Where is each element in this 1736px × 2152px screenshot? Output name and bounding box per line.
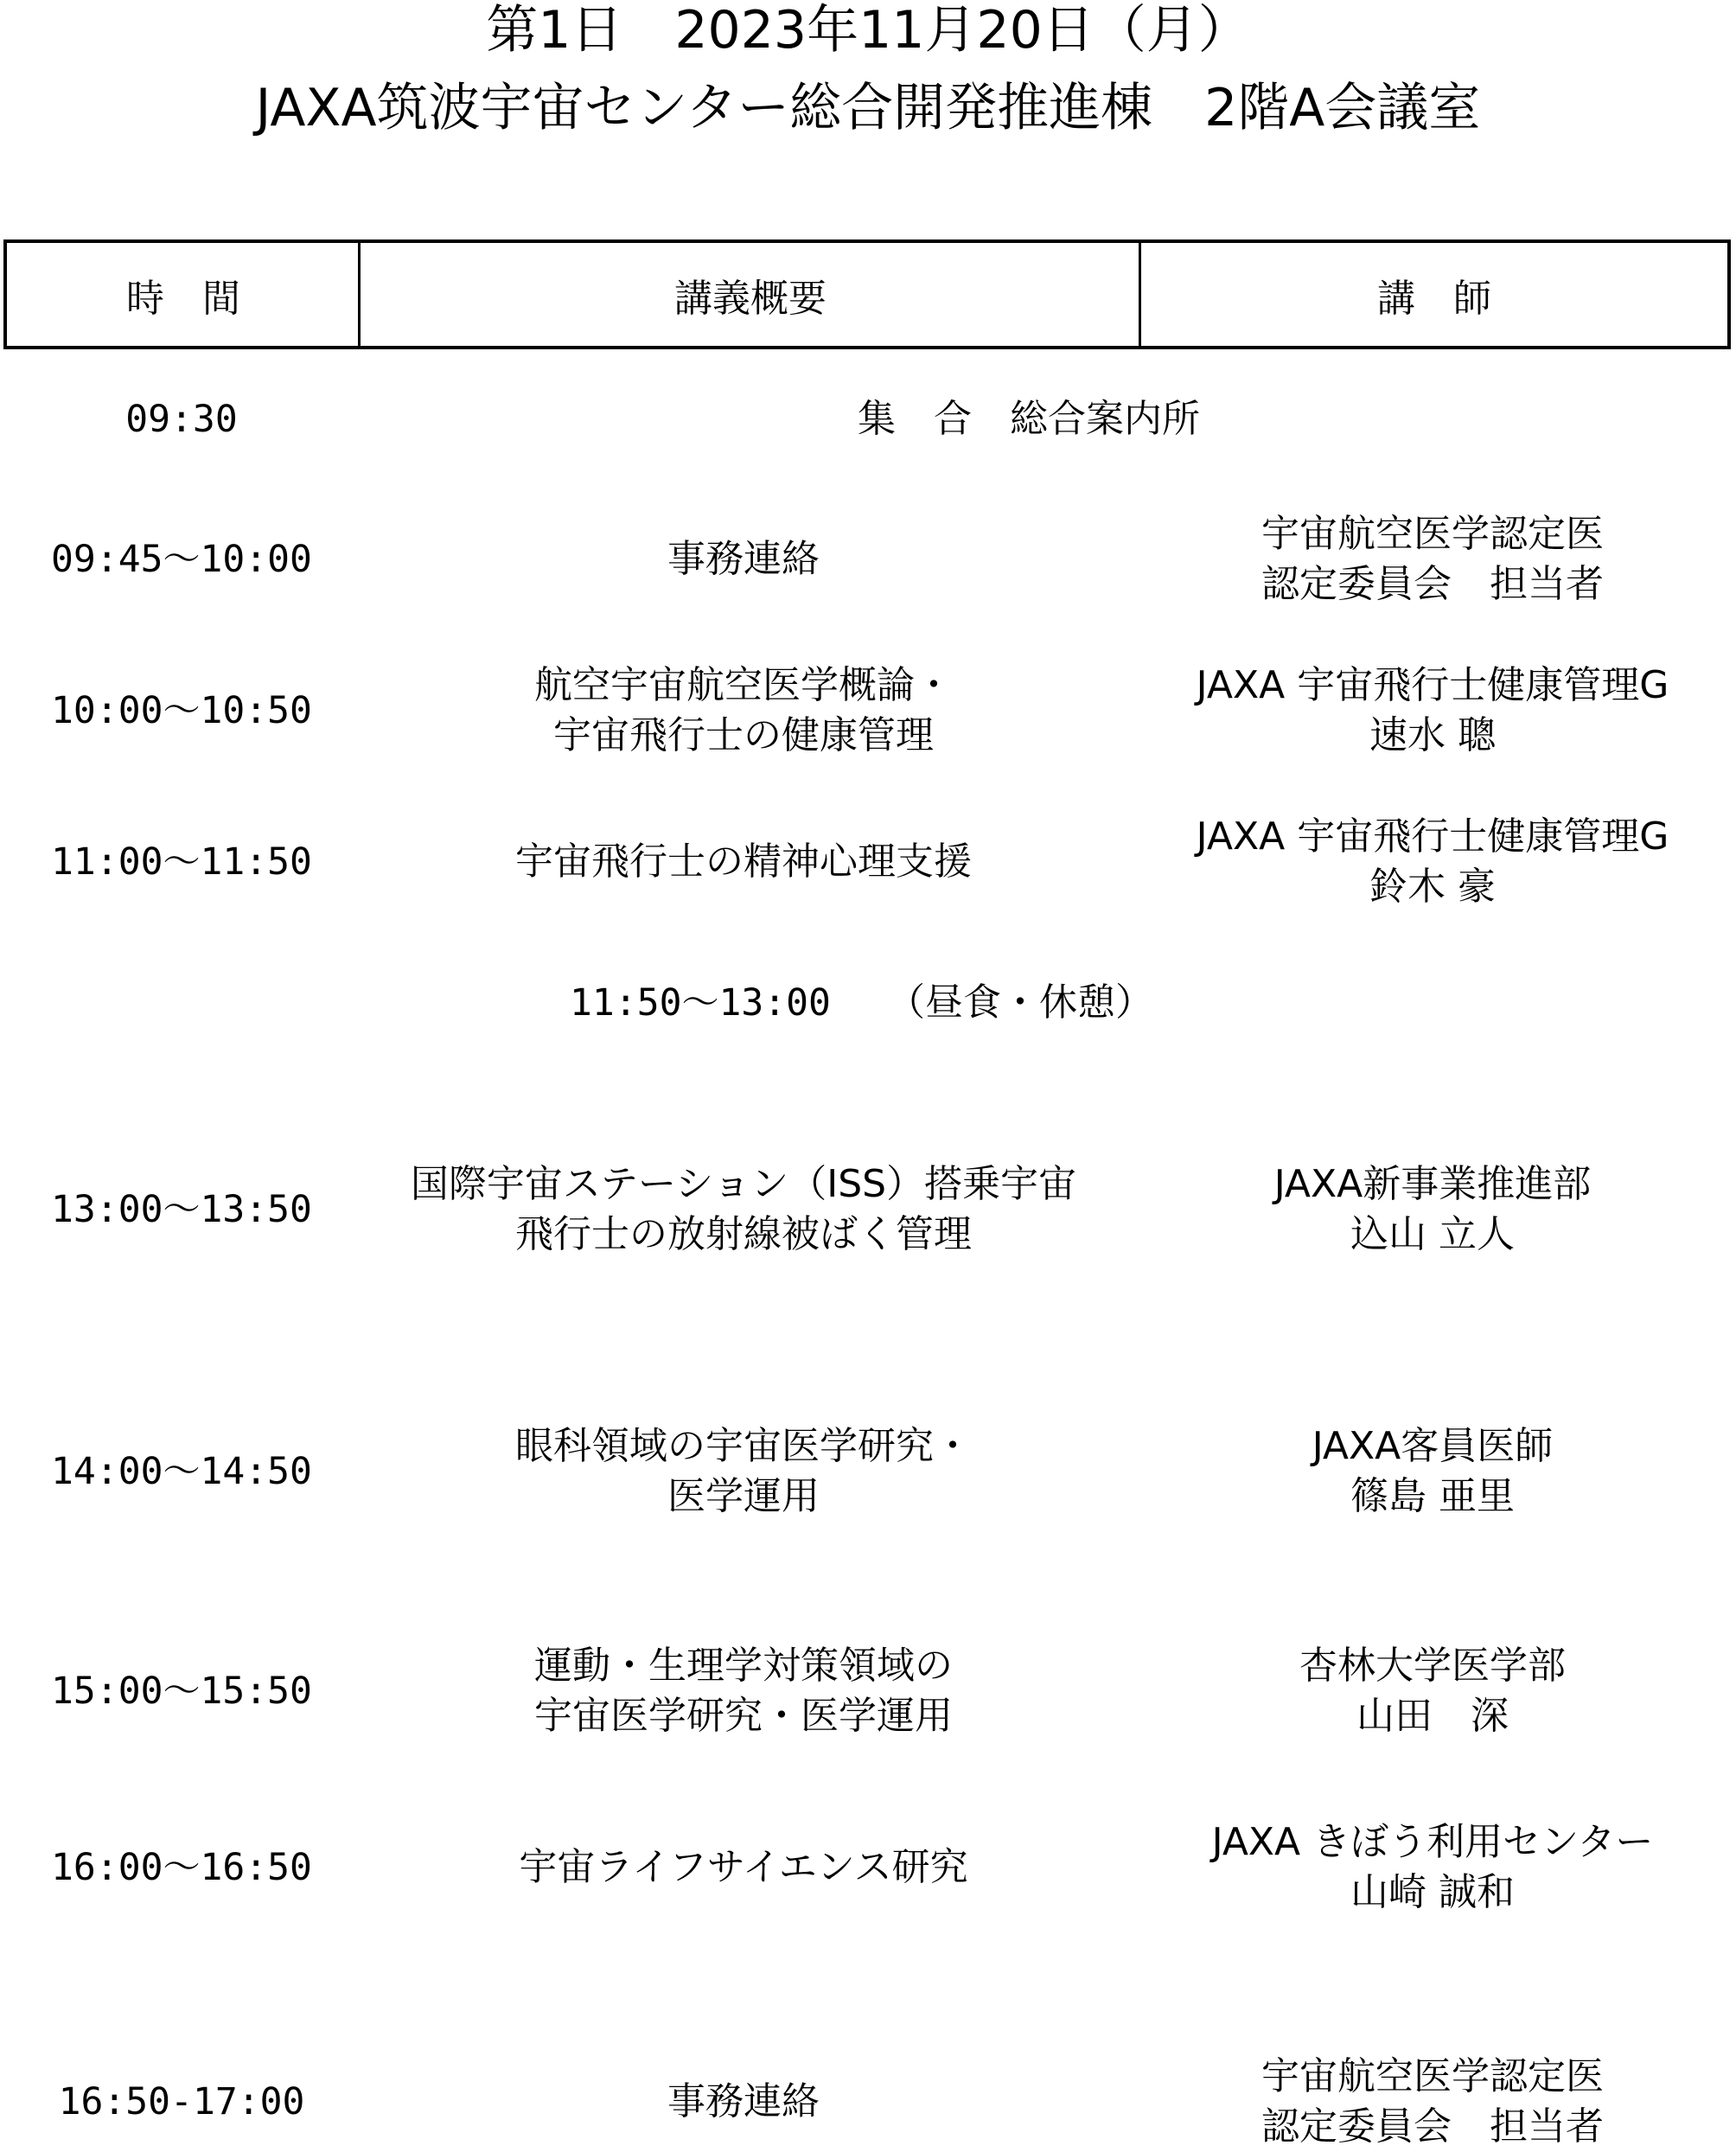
session-lecturer	[1134, 661, 1731, 761]
column-header-topic: 講義概要	[674, 276, 827, 321]
session-topic	[354, 2077, 1133, 2127]
lecturer-name: 込山 立人	[1350, 1212, 1515, 1256]
lecturer-affiliation: 杏林大学医学部	[1299, 1644, 1566, 1688]
lecturer-name: 山田 深	[1356, 1694, 1509, 1738]
session-time: 10:00～10:50	[51, 689, 312, 732]
session-topic	[354, 1842, 1133, 1893]
session-lecturer	[1134, 1159, 1731, 1260]
session-lecturer	[1134, 1641, 1731, 1741]
session-topic-line: 国際宇宙ステーション（ISS）搭乗宇宙	[410, 1162, 1077, 1206]
session-lecturer	[1134, 1421, 1731, 1522]
session-time: 13:00～13:50	[51, 1188, 312, 1231]
lecturer-affiliation: JAXA 宇宙飛行士健康管理G	[1196, 663, 1669, 707]
session-topic-line: 事務連絡	[667, 537, 820, 581]
lecturer-name: 篠島 亜里	[1350, 1474, 1515, 1518]
session-topic-line: 医学運用	[667, 1474, 820, 1518]
session-topic-line: 事務連絡	[667, 2079, 820, 2123]
session-topic-line: 宇宙飛行士の精神心理支援	[515, 840, 972, 884]
session-time: 14:00～14:50	[51, 1450, 312, 1493]
lecturer-name: 認定委員会 担当者	[1261, 2104, 1604, 2149]
session-topic-line: 運動・生理学対策領域の	[534, 1644, 953, 1688]
lunch-time: 11:50～13:00	[570, 981, 831, 1025]
lecturer-name: 速水 聰	[1369, 713, 1496, 757]
lecturer-affiliation: JAXA新事業推進部	[1273, 1162, 1592, 1206]
session-topic-line: 飛行士の放射線被ばく管理	[515, 1212, 972, 1256]
lecturer-name: 認定委員会 担当者	[1261, 562, 1604, 606]
session-lecturer	[1134, 1817, 1731, 1918]
gathering-text: 集 合 総合案内所	[858, 397, 1200, 441]
lecturer-affiliation: JAXA 宇宙飛行士健康管理G	[1196, 814, 1669, 859]
session-time: 16:00～16:50	[51, 1846, 312, 1889]
column-header-lecturer: 講 師	[1377, 276, 1491, 321]
session-time: 09:45～10:00	[51, 538, 312, 581]
column-header-time: 時 間	[126, 276, 240, 321]
session-time: 11:00～11:50	[51, 840, 312, 884]
session-time: 15:00～15:50	[51, 1670, 312, 1713]
session-topic	[354, 837, 1133, 887]
session-time: 16:50-17:00	[58, 2080, 305, 2123]
page-title-date: 第1日 2023年11月20日（月）	[486, 0, 1250, 61]
session-topic	[354, 1421, 1133, 1522]
lecturer-affiliation: 宇宙航空医学認定医	[1261, 2054, 1604, 2098]
page-title-venue: JAXA筑波宇宙センター総合開発推進棟 2階A会議室	[255, 78, 1481, 138]
session-topic	[354, 1641, 1133, 1741]
session-lecturer	[1134, 2052, 1731, 2152]
gathering-time: 09:30	[125, 398, 238, 441]
lecturer-name: 山崎 誠和	[1350, 1870, 1515, 1914]
session-lecturer	[1134, 812, 1731, 912]
lunch-label: （昼食・休憩）	[887, 980, 1153, 1025]
lecturer-affiliation: JAXA きぼう利用センター	[1211, 1820, 1654, 1864]
lecturer-affiliation: 宇宙航空医学認定医	[1261, 512, 1604, 556]
session-topic-line: 宇宙ライフサイエンス研究	[519, 1845, 968, 1889]
session-topic-line: 宇宙飛行士の健康管理	[553, 713, 934, 757]
session-topic-line: 眼科領域の宇宙医学研究・	[515, 1424, 972, 1468]
session-topic	[354, 534, 1133, 584]
session-topic-line: 宇宙医学研究・医学運用	[534, 1694, 953, 1738]
session-topic	[354, 661, 1133, 761]
lecturer-affiliation: JAXA客員医師	[1312, 1424, 1554, 1468]
session-topic-line: 航空宇宙航空医学概論・	[534, 663, 953, 707]
lecturer-name: 鈴木 豪	[1369, 865, 1496, 909]
schedule-table-header	[3, 239, 1731, 349]
session-topic	[354, 1159, 1133, 1260]
session-lecturer	[1134, 509, 1731, 610]
